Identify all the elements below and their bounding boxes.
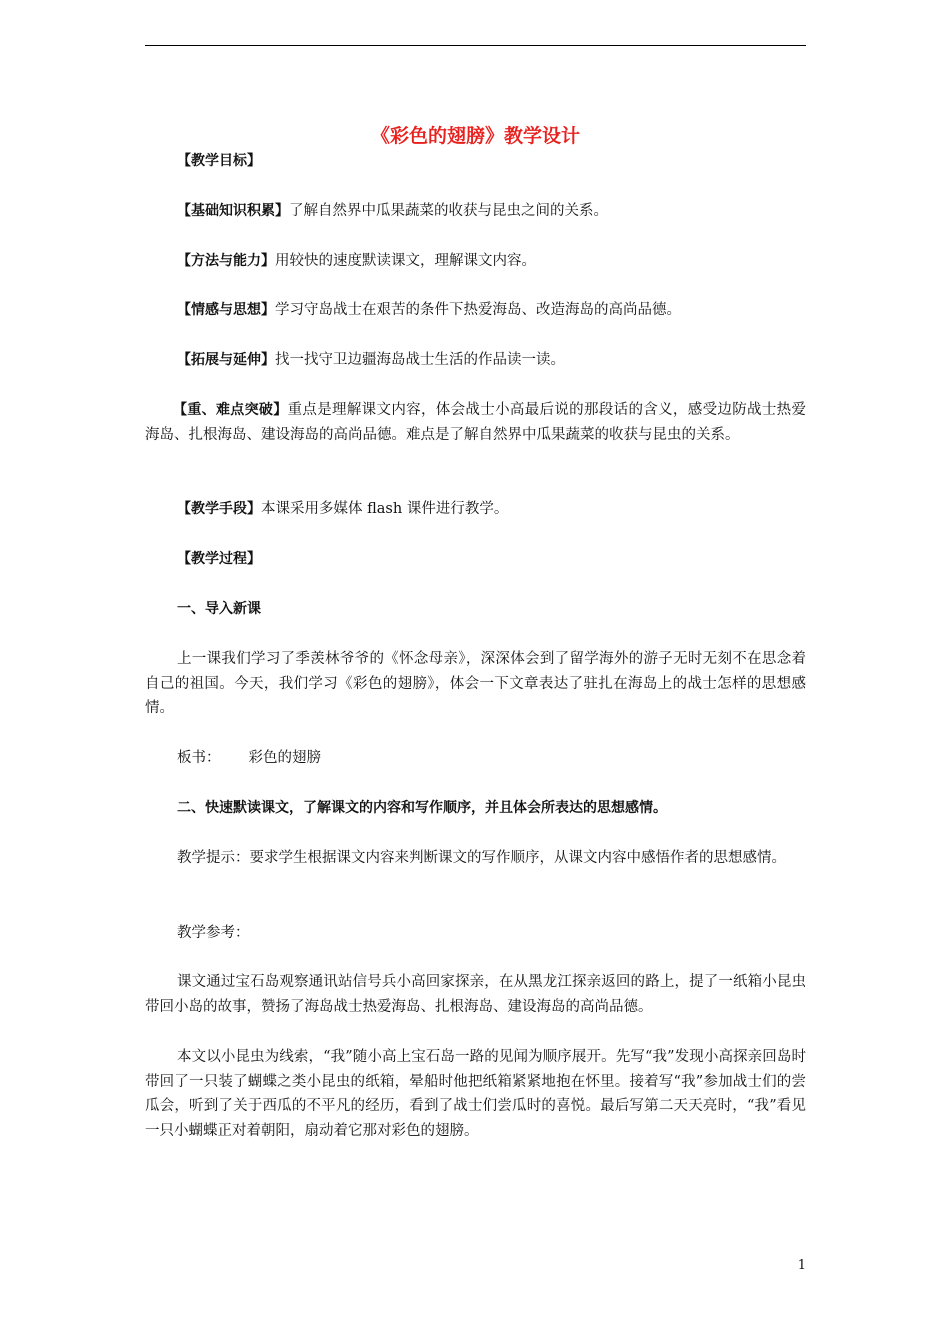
header-rule xyxy=(145,45,806,46)
board-label: 板书： xyxy=(177,750,221,766)
teaching-means-text: 本课采用多媒体 flash 课件进行教学。 xyxy=(261,501,509,517)
objective-basic-knowledge xyxy=(145,199,838,224)
objectives-heading: 【教学目标】 xyxy=(177,153,261,169)
objective-method-label: 【方法与能力】 xyxy=(177,253,275,269)
page-number: 1 xyxy=(797,1258,806,1273)
objective-method-text: 用较快的速度默读课文，理解课文内容。 xyxy=(275,253,536,269)
section-2-heading: 二、快速默读课文，了解课文的内容和写作顺序，并且体会所表达的思想感情。 xyxy=(177,800,667,816)
board-writing xyxy=(145,746,838,771)
key-points-paragraph xyxy=(145,398,806,447)
teaching-means xyxy=(145,497,838,522)
teaching-reference-label: 教学参考： xyxy=(177,925,250,941)
objective-extension xyxy=(145,348,838,373)
board-text: 彩色的翅膀 xyxy=(248,750,321,766)
key-points-label: 【重、难点突破】 xyxy=(173,402,288,418)
reference-paragraph-1: 课文通过宝石岛观察通讯站信号兵小高回家探亲，在从黑龙江探亲返回的路上，提了一纸箱小昆虫带回小岛的故事，赞扬了海岛战士热爱海岛、扎根海岛、建设海岛的高尚品德。 xyxy=(145,974,806,1015)
section-1-paragraph: 上一课我们学习了季羡林爷爷的《怀念母亲》，深深体会到了留学海外的游子无时无刻不在思念着自己的祖国。今天，我们学习《彩色的翅膀》，体会一下文章表达了驻扎在海岛上的战士怎样的思想感情。 xyxy=(145,651,806,716)
teaching-means-label: 【教学手段】 xyxy=(177,501,261,517)
objective-emotion-text: 学习守岛战士在艰苦的条件下热爱海岛、改造海岛的高尚品德。 xyxy=(275,302,681,318)
objective-basic-text: 了解自然界中瓜果蔬菜的收获与昆虫之间的关系。 xyxy=(289,203,608,219)
document-title: 《彩色的翅膀》教学设计 xyxy=(370,125,580,147)
objective-extend-text: 找一找守卫边疆海岛战士生活的作品读一读。 xyxy=(275,352,565,368)
objective-method-ability xyxy=(145,249,838,274)
key-points-text: 重点是理解课文内容，体会战士小高最后说的那段话的含义，感受边防战士热爱海岛、扎根海岛、建设海岛的高尚品德。难点是了解自然界中瓜果蔬菜的收获与昆虫的关系。 xyxy=(145,402,807,443)
objective-emotion-label: 【情感与思想】 xyxy=(177,302,275,318)
reference-paragraph-2: 本文以小昆虫为线索，“我”随小高上宝石岛一路的见闻为顺序展开。先写“我”发现小高探亲回岛时带回了一只装了蝴蝶之类小昆虫的纸箱，晕船时他把纸箱紧紧地抱在怀里。接着写“我”参加战士们的尝瓜会，听到了关于西瓜的不平凡的经历，看到了战士们尝瓜时的喜悦。最后写第二天天亮时，“我”看见一只小蝴蝶正对着朝阳，扇动着它那对彩色的翅膀。 xyxy=(145,1049,806,1139)
section-1-heading: 一、导入新课 xyxy=(177,601,261,617)
teaching-hint-paragraph: 教学提示：要求学生根据课文内容来判断课文的写作顺序，从课文内容中感悟作者的思想感情。 xyxy=(177,850,786,866)
process-heading: 【教学过程】 xyxy=(177,551,261,567)
objective-emotion-thought xyxy=(145,298,838,323)
objective-extend-label: 【拓展与延伸】 xyxy=(177,352,275,368)
objective-basic-label: 【基础知识积累】 xyxy=(177,203,289,219)
